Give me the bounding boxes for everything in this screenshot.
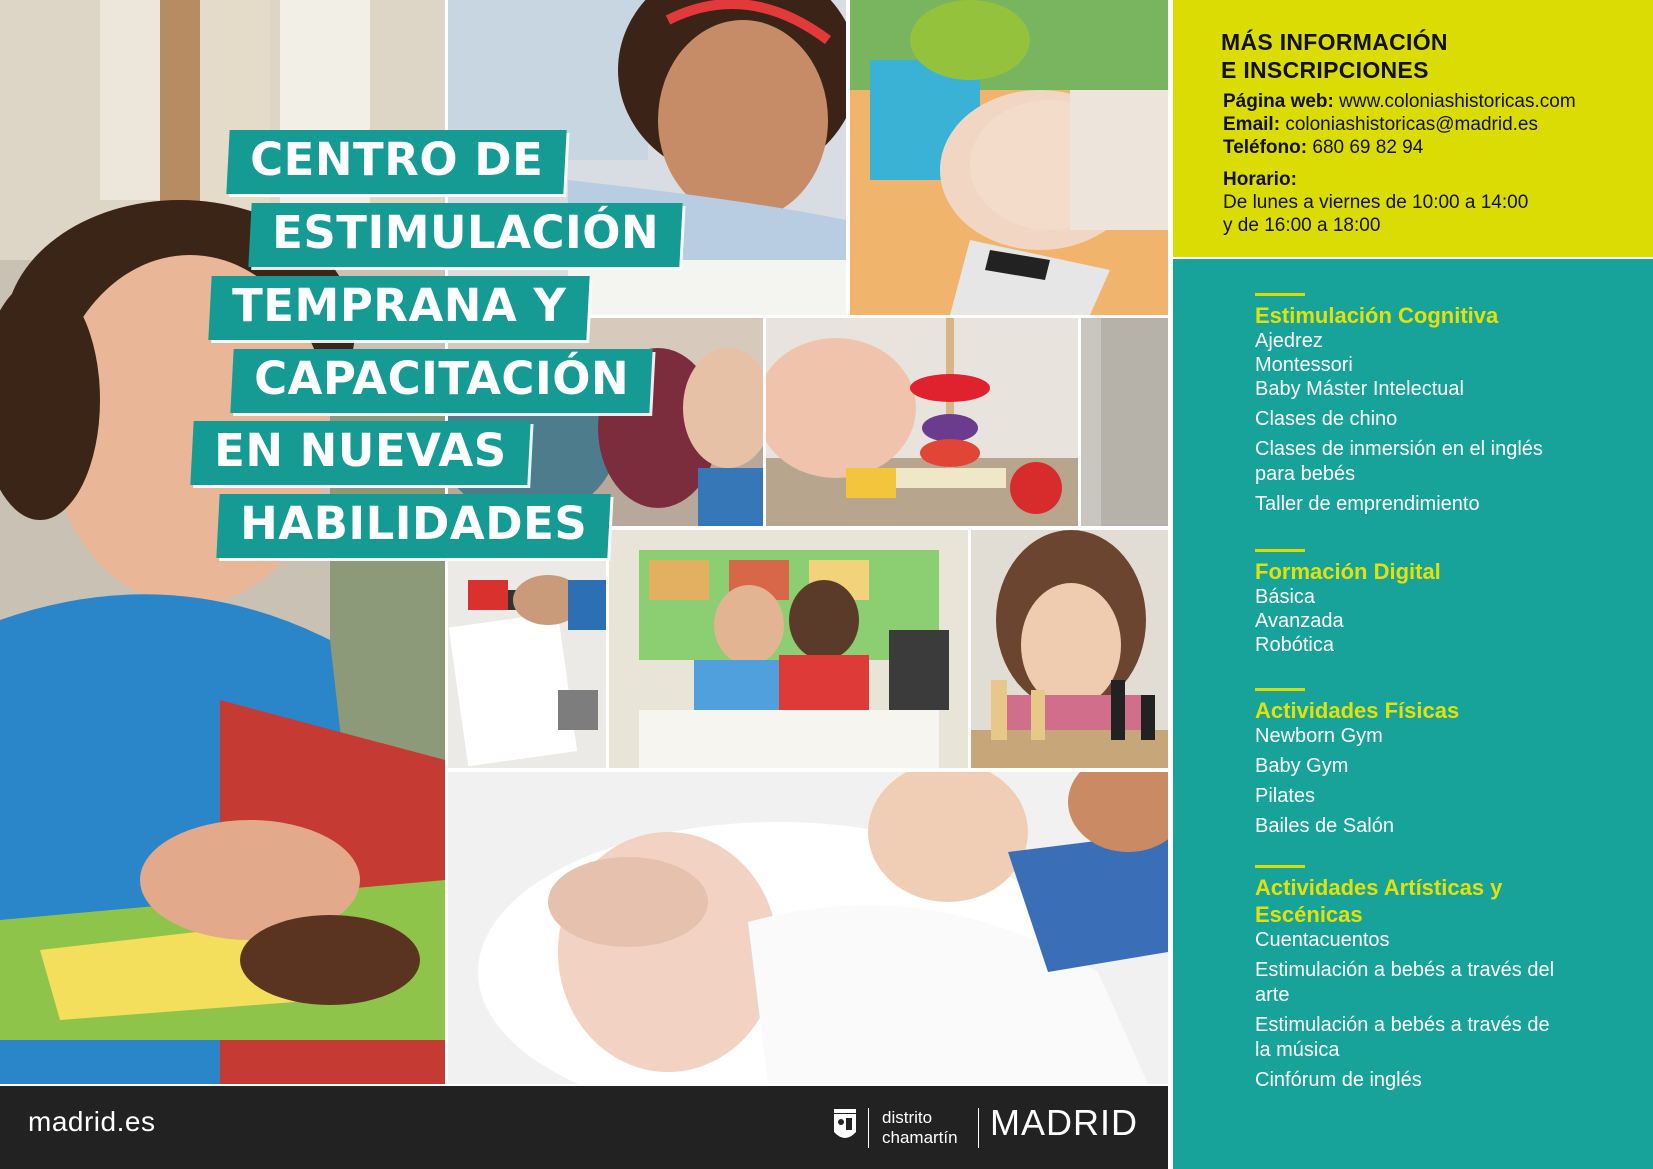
section-artisticas — [1255, 865, 1565, 1098]
madrid-crest-icon — [832, 1108, 858, 1144]
list-item: Clases de chino — [1255, 408, 1398, 430]
list-item: Estimulación a bebés a través del arte — [1255, 959, 1555, 1006]
list-item: Ajedrez — [1255, 330, 1323, 352]
title-line-4: CAPACITACIÓN — [230, 349, 652, 413]
section-title: Actividades Artísticas y Escénicas — [1255, 875, 1503, 927]
list-item: Taller de emprendimiento — [1255, 493, 1480, 515]
phone-number: 680 69 82 94 — [1312, 137, 1424, 158]
list-item: Montessori — [1255, 354, 1353, 376]
list-item: Baby Máster Intelectual — [1255, 378, 1464, 400]
section-title: Estimulación Cognitiva — [1255, 303, 1499, 328]
info-schedule-line1: De lunes a viernes de 10:00 a 14:00 — [1223, 192, 1529, 213]
list-item: Avanzada — [1255, 610, 1344, 632]
section-fisicas — [1255, 688, 1459, 844]
list-item: Cuentacuentos — [1255, 929, 1390, 951]
district-label: distrito chamartín — [882, 1108, 958, 1147]
title-line-3: TEMPRANA Y — [208, 276, 590, 340]
photo-side-strip — [1081, 318, 1168, 526]
activities-panel — [1173, 259, 1653, 1169]
section-dash — [1255, 688, 1305, 691]
info-web-row: Página web: www.coloniashistoricas.com — [1223, 91, 1576, 112]
section-dash — [1255, 549, 1305, 552]
title-line-6: HABILIDADES — [216, 494, 610, 558]
info-schedule-label: Horario: — [1223, 169, 1297, 190]
section-title: Formación Digital — [1255, 559, 1441, 584]
photo-stacking-toy — [766, 318, 1078, 526]
info-heading: MÁS INFORMACIÓN E INSCRIPCIONES — [1221, 29, 1448, 83]
photo-kids-table — [609, 530, 968, 768]
list-item: Estimulación a bebés a través de la música — [1255, 1014, 1550, 1061]
section-title: Actividades Físicas — [1255, 698, 1460, 723]
section-digital — [1255, 549, 1441, 663]
info-box — [1173, 0, 1653, 257]
section-dash — [1255, 293, 1305, 296]
footer-separator — [978, 1108, 979, 1148]
list-item: Básica — [1255, 586, 1316, 608]
list-item: Pilates — [1255, 785, 1316, 807]
photo-baby-lying — [448, 772, 1168, 1084]
footer-separator — [868, 1108, 869, 1148]
info-phone-row: Teléfono: 680 69 82 94 — [1223, 137, 1424, 158]
web-link[interactable]: www.coloniashistoricas.com — [1339, 91, 1576, 112]
title-line-2: ESTIMULACIÓN — [248, 203, 682, 267]
email-link[interactable]: coloniashistoricas@madrid.es — [1285, 114, 1538, 135]
info-schedule-line2: y de 16:00 a 18:00 — [1223, 215, 1381, 236]
list-item: Baby Gym — [1255, 755, 1349, 777]
footer-bar — [0, 1086, 1168, 1169]
section-dash — [1255, 865, 1305, 868]
title-line-5: EN NUEVAS — [190, 421, 530, 485]
list-item: Clases de inmersión en el inglés para bebés — [1255, 438, 1543, 485]
madrid-logo-text: MADRID — [990, 1102, 1138, 1143]
title-line-1: CENTRO DE — [226, 130, 567, 194]
list-item: Robótica — [1255, 634, 1334, 656]
site-link[interactable]: madrid.es — [28, 1106, 156, 1137]
photo-baby-toys — [850, 0, 1168, 315]
photo-robotics — [448, 560, 606, 768]
list-item: Bailes de Salón — [1255, 815, 1394, 837]
info-email-row: Email: coloniashistoricas@madrid.es — [1223, 114, 1538, 135]
list-item: Cinfórum de inglés — [1255, 1069, 1422, 1091]
list-item: Newborn Gym — [1255, 725, 1383, 747]
section-cognitiva — [1255, 293, 1545, 522]
photo-girl-chess — [971, 530, 1168, 768]
